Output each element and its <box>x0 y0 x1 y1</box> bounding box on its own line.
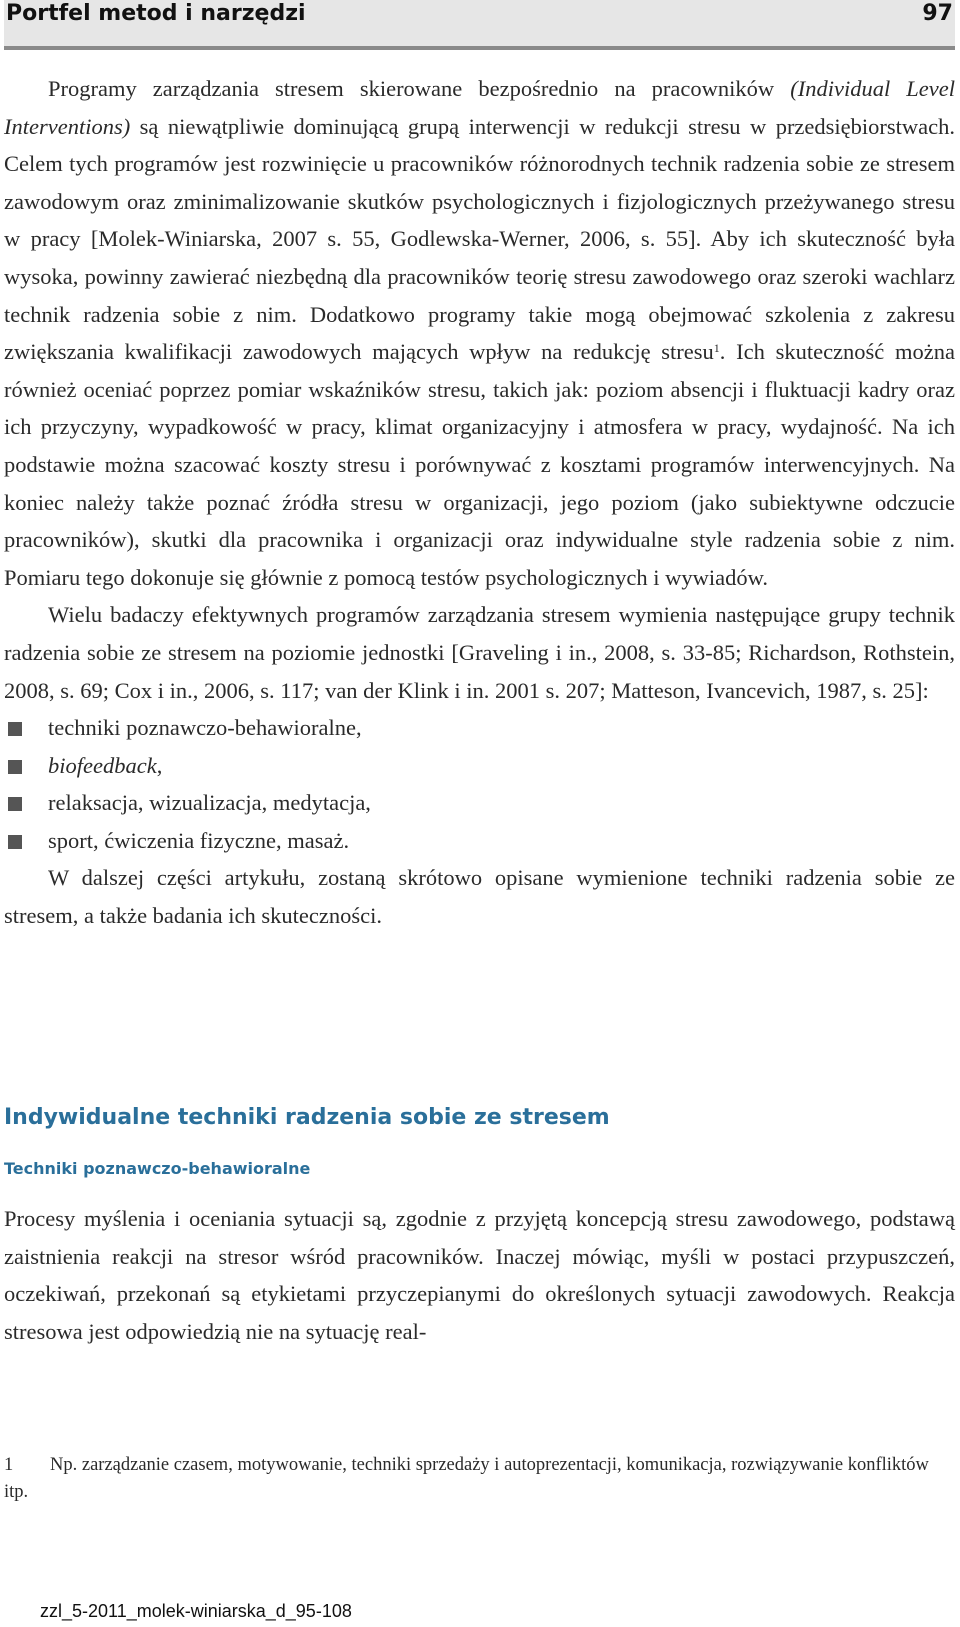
italic-term: (Individual Level Interventions) <box>4 76 955 139</box>
paragraph-technique-groups: Wielu badaczy efektywnych programów zarządzania stresem wymienia następujące grupy technik radzenia sobie ze stresem na poziomie jednostki [Graveling i in., 2008, s. 33-85; Richardson, Rothstein, 2008, s. 69; Cox i in., 2006, s. 117; van der Klink i in. 2001 s. 207; Matteson, Ivancevich, 1987, s. 25]: <box>4 602 955 703</box>
list-item: relaksacja, wizualizacja, medytacja, <box>4 784 955 822</box>
footnote <box>4 1452 955 1506</box>
paragraph-article-outline: W dalszej części artykułu, zostaną skrótowo opisane wymienione techniki radzenia sobie ze stresem, a także badania ich skuteczności. <box>4 865 955 929</box>
paragraph-individual-interventions <box>4 70 955 596</box>
footnote-number: 1 <box>4 1455 14 1475</box>
list-item: sport, ćwiczenia fizyczne, masaż. <box>4 822 955 860</box>
file-name-footer: zzl_5-2011_molek-winiarska_d_95-108 <box>40 1601 352 1621</box>
paragraph-text: są niewątpliwie dominującą grupą interwencji w redukcji stresu w przedsiębiorstwach. Celem tych programów jest rozwinięcie u pracowników różnorodnych technik radzenia sobie ze stresem zawodowym oraz zminimalizowanie skutków psychologicznych i fizjologicznych przeżywanego stresu w pracy [Molek-Winiarska, 2007 s. 55, Godlewska-Werner, 2006, s. 55]. Aby ich skuteczność była wysoka, powinny zawierać niezbędną dla pracowników teorię stresu zawodowego oraz szeroki wachlarz technik radzenia sobie z nim. Dodatkowo programy takie mogą obejmować szkolenia z zakresu zwiększania kwalifikacji zawodowych mających wpływ na redukcję stresu <box>4 113 955 365</box>
square-bullet-icon <box>8 760 22 774</box>
square-bullet-icon <box>8 797 22 811</box>
footnote-text: Np. zarządzanie czasem, motywowanie, techniki sprzedaży i autoprezentacji, komunikacja, rozwiązywanie konfliktów itp. <box>4 1455 929 1502</box>
square-bullet-icon <box>8 835 22 849</box>
main-text <box>4 70 955 935</box>
running-header <box>4 0 955 50</box>
section-heading: Indywidualne techniki radzenia sobie ze stresem <box>4 1105 610 1130</box>
square-bullet-icon <box>8 722 22 736</box>
paragraph-text: Programy zarządzania stresem skierowane bezpośrednio na pracowników <box>48 76 791 101</box>
techniques-list <box>4 709 955 859</box>
paragraph-text: . Ich skuteczność można również oceniać poprzez pomiar wskaźników stresu, takich jak: poziom absencji i fluktuacji kadry oraz ich przyczyny, wypadkowość w pracy, klimat organizacyjny i atmosfera w pracy, wydajność. Na ich podstawie można szacować koszty stresu i porównywać z kosztami programów interwencyjnych. Na koniec należy także poznać źródła stresu w organizacji, jego poziom (jako subiektywne odczucie pracowników), skutki dla pracownika i organizacji oraz indywidualne style radzenia sobie z nim. Pomiaru tego dokonuje się głównie z pomocą testów psychologicznych i wywiadów. <box>4 339 955 590</box>
footnote-reference[interactable]: 1 <box>713 341 720 356</box>
page-number: 97 <box>922 1 953 26</box>
paragraph-cognitive-processes: Procesy myślenia i oceniania sytuacji są, zgodnie z przyjętą koncepcją stresu zawodowego, podstawą zaistnienia reakcji na stresor wśród pracowników. Inaczej mówiąc, myśli w postaci przypuszczeń, oczekiwań, przekonań są etykietami przyczepianymi do określonych sytuacji zawodowych. Reakcja stresowa jest odpowiedzią nie na sytuację real- <box>4 1206 955 1344</box>
subsection-heading: Techniki poznawczo-behawioralne <box>4 1159 311 1178</box>
journal-section-title: Portfel metod i narzędzi <box>6 1 306 26</box>
list-item: biofeedback, <box>4 747 955 785</box>
list-item: techniki poznawczo-behawioralne, <box>4 709 955 747</box>
